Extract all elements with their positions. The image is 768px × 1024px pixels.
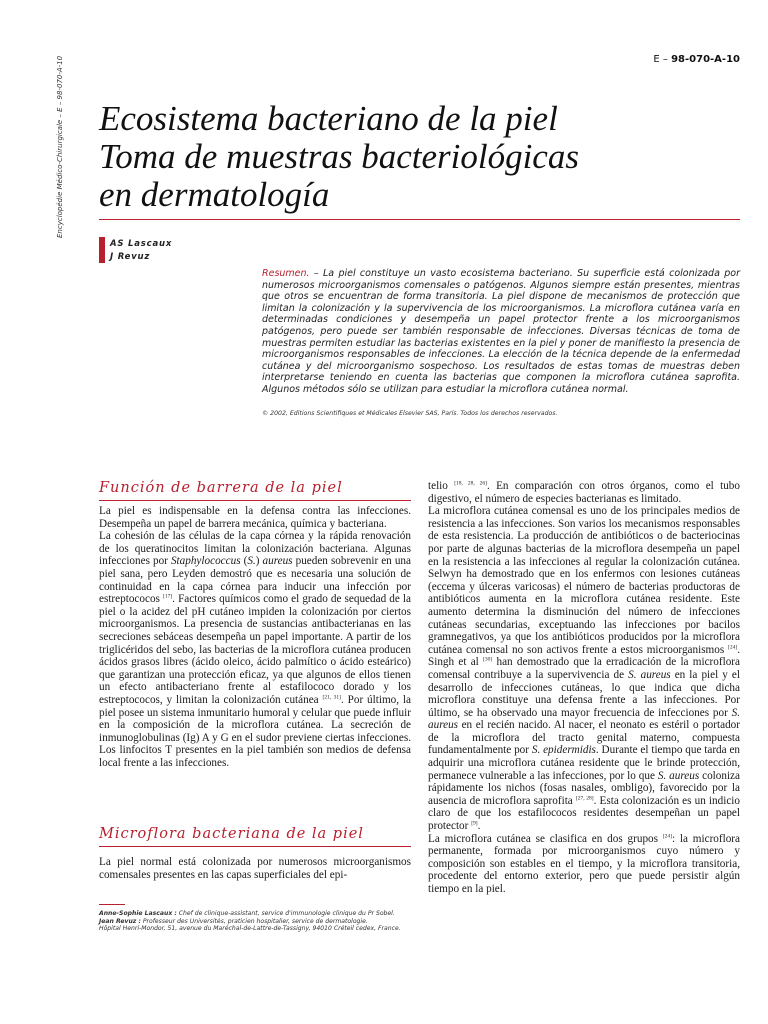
affiliation-text: Professeur des Universités, praticien hospitalier, service de dermatologie.	[140, 917, 368, 925]
citation: [17]	[163, 593, 173, 600]
species-name: S. aureus	[628, 668, 671, 681]
text-run: : la microflora permanente, formada por microorganismos cuyo número y composición son estables en el tiempo, y la microflora transitoria, procedente del entorno exterior, pero que puede persistir algún tiempo en la piel.	[428, 832, 741, 895]
footnote-divider	[99, 904, 125, 905]
species-name: S. aureus	[428, 706, 740, 732]
author-list	[110, 238, 172, 263]
species-name: Staphylococcus	[170, 555, 241, 568]
author-affiliations	[99, 910, 411, 933]
paragraph: La piel es indispensable en la defensa contra las infecciones. Desempeña un papel de barrera mecánica, química y bacteriana.	[99, 505, 411, 530]
text-run: . Por último, la piel posee un sistema inmunitario humoral y celular que puede influir en la composición de la microflora cutánea. La secreción de inmunoglobulinas (Ig) A y G en el sudor previene ciertas infecciones. Los linfocitos T presentes en la piel también son medios de defensa local frente a las infecciones.	[99, 693, 411, 769]
species-name: S. epidermidis	[531, 744, 596, 757]
section-rule-barrier	[99, 500, 411, 501]
text-run: La microflora cutánea se clasifica en dos grupos	[428, 832, 663, 845]
citation: [27, 28]	[575, 795, 594, 802]
text-run: . Esta colonización es un indicio claro de que los estafilococos residentes desempeñan un papel protector	[428, 794, 740, 833]
paragraph	[99, 530, 411, 769]
citation: [24]	[728, 643, 738, 650]
paragraph: La piel normal está colonizada por numerosos microorganismos comensales presentes en las capas superficiales del epi-	[99, 856, 411, 881]
journal-side-label: Encyclopédie Médico-Chirurgicale – E – 98-070-A-10	[56, 55, 64, 238]
title-line-2: Toma de muestras bacteriológicas	[99, 137, 579, 176]
section-heading-barrier: Función de barrera de la piel	[99, 480, 343, 496]
article-title	[99, 100, 739, 214]
affiliation-address: Hôpital Henri-Mondor, 51, avenue du Maréchal-de-Lattre-de-Tassigny, 94010 Créteil cedex, France.	[99, 925, 401, 933]
title-line-1: Ecosistema bacteriano de la piel	[99, 99, 558, 138]
text-run: en la piel y el desarrollo de infecciones cutáneas, lo que indica que dicha microflora constituye una defensa frente a las infecciones. Por último, se ha observado una mayor frecuencia de infecciones por	[428, 668, 740, 719]
author-2: J Revuz	[110, 251, 151, 262]
text-run: coloniza rápidamente los nichos (fosas nasales, ombligo), favorecido por la ausencia de microflora saprofita	[428, 769, 740, 807]
author-1: AS Lascaux	[110, 239, 173, 249]
copyright-notice: © 2002, Editions Scientifiques et Médicales Elsevier SAS, París. Todos los derechos reservados.	[262, 410, 558, 417]
species-name: S.	[247, 555, 256, 568]
text-run: . Singh et al	[428, 643, 740, 669]
abstract-text: – La piel constituye un vasto ecosistema bacteriano. Su superficie está colonizada por numerosos microorganismos comensales o patógenos. Algunos siempre están presentes, mientras que otros se encuentran de forma transitoria. La piel dispone de mecanismos de protección que limitan la colonización y la supervivencia de los microorganismos. La microflora cutánea varía en determinadas condiciones y desempeña un papel protector frente a los microorganismos patógenos, pero puede ser también responsable de infecciones. Diversas técnicas de toma de muestras permiten estudiar las bacterias existentes en la piel y poner de manifiesto la presencia de microorganismos responsables de infecciones. La elección de la técnica depende de la enfermedad cutánea y del microorganismo sospechoso. Los resultados de estas tomas de muestras deben interpretarse teniendo en cuenta las bacterias que componen la microflora cutánea saprofita. Algunos métodos sólo se utilizan para estudiar la microflora cutánea normal.	[262, 268, 740, 395]
affiliation-name: Jean Revuz :	[99, 917, 141, 925]
reference-number: 98-070-A-10	[671, 54, 740, 65]
left-column-barrier	[99, 505, 411, 769]
text-run: telio	[428, 480, 455, 492]
paragraph	[428, 833, 740, 896]
affiliation-name: Anne-Sophie Lascaux :	[99, 910, 177, 917]
text-run: . Durante el tiempo que tarda en adquirir una microflora cutánea residente que le brinde protección, permanece vulnerable a las infecciones, por lo que	[428, 744, 741, 782]
text-run: (	[240, 555, 248, 568]
text-run: han demostrado que la erradicación de la microflora comensal contribuye a la supervivencia de	[428, 656, 740, 681]
text-run: La cohesión de las células de la capa córnea y la rápida renovación de los queratinocitos limitan la colonización bacteriana. Algunas infecciones por	[99, 530, 411, 568]
paragraph	[428, 505, 740, 832]
citation: [21, 31]	[322, 694, 341, 701]
text-run: La microflora cutánea comensal es uno de los principales medios de resistencia a las infecciones. Son varios los mecanismos responsables de esta resistencia. La producción de antibióticos o de bacteriocinas por parte de algunas bacterias de la microflora desempeña un papel en la resistencia a las infecciones al regular la colonización cutánea. Selwyn ha demostrado que en los enfermos con lesiones cutáneas (eccema y úlceras varicosas) el número de bacterias productoras de antibióticos aumenta en la microflora cutánea residente. Este aumento determina la disminución del número de infecciones cutáneas secundarias, exceptuando las infecciones por bacilos gramnegativos, ya que los antibióticos producidos por la microflora cutánea comensal no son activos frente a estos microorganismos	[428, 505, 740, 656]
citation: [9]	[471, 820, 478, 827]
text-run: )	[255, 555, 263, 568]
text-run: pueden sobrevenir en una piel sana, pero Leyden demostró que es necesaria una solución de continuidad en la capa córnea para inducir una infección por estreptococos	[99, 555, 411, 606]
title-divider	[99, 219, 740, 220]
left-column-microflora	[99, 856, 411, 881]
citation: [30]	[483, 656, 493, 663]
citation: [24]	[662, 832, 672, 839]
reference-prefix: E –	[653, 54, 672, 65]
text-run: en el recién nacido. Al nacer, el neonato es estéril o portador de la microflora del tracto genital materno, compuesta fundamentalmente por	[428, 719, 740, 757]
affiliation-text: Chef de clinique-assistant, service d'immunologie clinique du Pr Sobel.	[176, 910, 395, 917]
citation: [18, 28, 26]	[454, 480, 487, 487]
title-line-3: en dermatología	[99, 175, 330, 214]
author-marker	[99, 237, 105, 263]
section-heading-microflora: Microflora bacteriana de la piel	[99, 826, 364, 842]
paragraph	[428, 480, 740, 505]
article-reference-code	[653, 54, 740, 65]
species-name: aureus	[262, 555, 293, 568]
species-name: S. aureus	[657, 769, 700, 782]
affiliation-1	[99, 910, 411, 918]
text-run: . En comparación con otros órganos, como el tubo digestivo, el número de especies bacterianas es limitado.	[428, 480, 740, 505]
abstract-lead: Resumen.	[262, 268, 310, 279]
right-column	[428, 480, 740, 896]
abstract	[262, 268, 740, 396]
text-run: . Factores químicos como el grado de sequedad de la piel o la acidez del pH cutáneo impiden la colonización por ciertos microorganismos. La presencia de sustancias antibacterianas en las secreciones sebáceas desempeña un papel importante. A partir de los triglicéridos del sebo, las bacterias de la microflora cutánea producen ácidos grasos libres (ácido oleico, ácido palmítico o ácido esteárico) que garantizan una protección eficaz, ya que algunos de ellos tienen un efecto antibacteriano frente al estafilococo dorado y los estreptococos, y limitan la colonización cutánea	[99, 593, 412, 706]
text-run: .	[477, 820, 481, 833]
section-rule-microflora	[99, 846, 411, 847]
